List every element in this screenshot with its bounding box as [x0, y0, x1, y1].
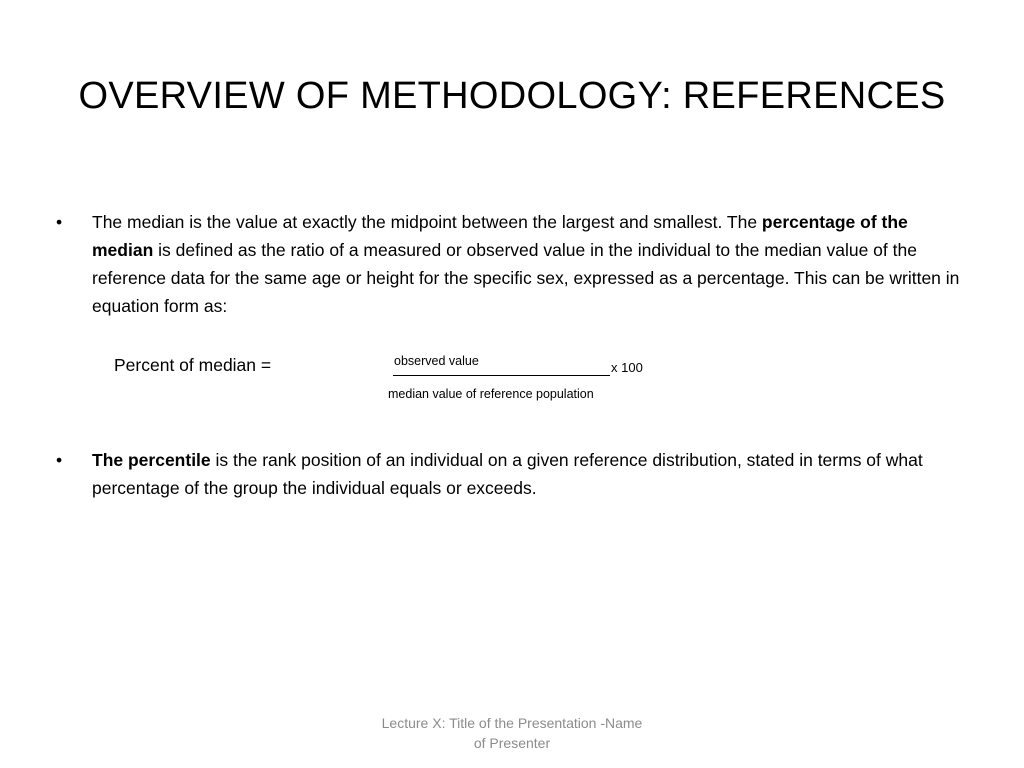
- formula-denominator: median value of reference population: [388, 387, 594, 401]
- bullet-median-definition: [92, 208, 972, 320]
- bullet-percentile-definition: [92, 446, 972, 502]
- formula-label: Percent of median =: [114, 355, 272, 375]
- formula-multiplier: x 100: [611, 360, 643, 375]
- bullet-median-lead: The median is the value at exactly the midpoint between the largest and smallest. The: [92, 212, 762, 232]
- slide-title: OVERVIEW OF METHODOLOGY: REFERENCES: [78, 75, 946, 117]
- formula-fraction-line: [393, 375, 610, 376]
- bullet-median-rest: is defined as the ratio of a measured or observed value in the individual to the median value of the reference data for the same age or height for the specific sex, expressed as a percentage. This can be written in equation form as:: [92, 240, 960, 316]
- bullet-percentile-bold-term: The percentile: [92, 450, 211, 470]
- bullet-percentile-rest: is the rank position of an individual on a given reference distribution, stated in terms of what percentage of the group the individual equals or exceeds.: [92, 450, 923, 498]
- bullet-marker: •: [56, 450, 63, 470]
- formula-numerator: observed value: [394, 354, 479, 368]
- bullet-median-bold-term: percentage of the median: [92, 212, 908, 260]
- slide-footer: [352, 713, 672, 753]
- footer-line-2: of Presenter: [473, 735, 551, 751]
- bullet-marker: •: [56, 212, 63, 232]
- footer-line-1: Lecture X: Title of the Presentation -Name: [381, 715, 643, 731]
